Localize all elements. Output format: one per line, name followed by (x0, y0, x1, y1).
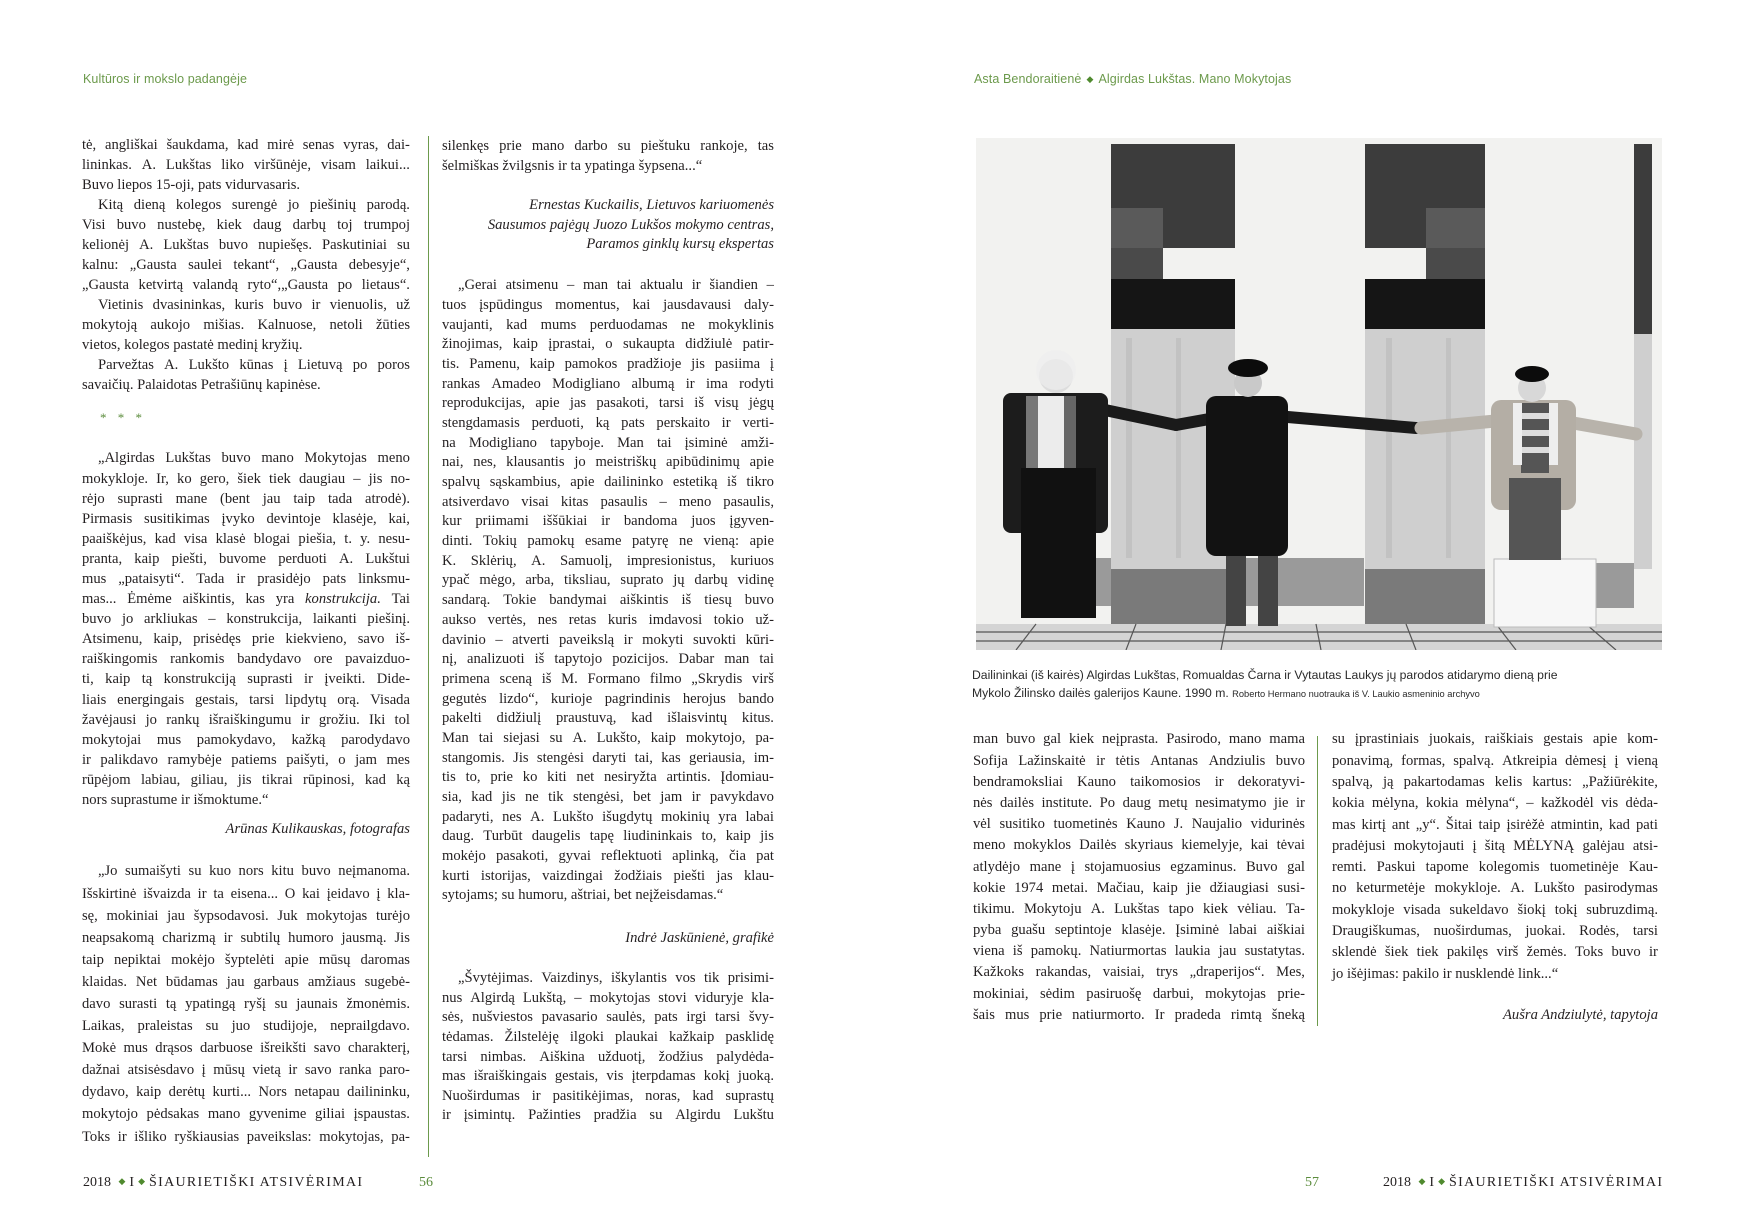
photo-credit: Roberto Hermano nuotrauka iš V. Laukio asmeninio archyvo (1232, 689, 1480, 699)
text-line: dydavo, kaip derėtų kurti... Nors netapau dailininku, (82, 1084, 410, 1101)
asterism-icon: * * * (100, 410, 146, 425)
paragraph (442, 136, 774, 177)
text-line: Buvo liepos 15-oji, pats vidurvasaris. (82, 177, 301, 193)
paragraph (1332, 729, 1658, 985)
text-line: „Algirdas Lukštas buvo mano Mokytojas meno (98, 450, 410, 467)
footer-left (83, 1175, 363, 1191)
text-line: na Modigliano tapyboje. Man tai įsiminė amži- (442, 434, 774, 451)
text-line: šais mus prie natiurmorto. Ir pradeda rimtą šneką (973, 1006, 1305, 1023)
text-line: dinti. Tokių pamokų esame patyrę ne vieną: apie (442, 533, 774, 550)
text-line: žinojimas, kaip įprastai, o sukaupta didžiulė patir- (442, 336, 774, 353)
text-line: stangomis. Jis stengėsi daryti tai, kas geriausia, im- (442, 749, 774, 766)
text-line: buvo jo arkliukas – konstrukcija, laikanti piešinį. (82, 611, 410, 628)
text-line: Paramos ginklų kursų ekspertas (586, 236, 774, 253)
text-line: nus Algirdą Lukštą, – mokytojas stovi viduryje kla- (442, 989, 774, 1006)
page-number-left: 56 (419, 1175, 433, 1190)
text-line: tėdamas. Žilstelėję ilgoki plaukai kažkaip pasklidę (442, 1028, 774, 1045)
text-line: Pirmasis susitikimas įvyko devintoje klasėje, kai, (82, 510, 410, 527)
text-line: Arūnas Kulikauskas, fotografas (225, 821, 410, 837)
section-title: Kultūros ir mokslo padangėje (83, 72, 247, 86)
text-line: sklendė šiek tiek pakilęs virš žemės. Toks buvo ir (1332, 944, 1658, 961)
text-line: spalvų sąskambius, apie dailininko estetiką iš tikro (442, 474, 774, 491)
text-line: meno mokyklos Dailės skyriaus kiemelyje, kai tėvai (973, 837, 1305, 854)
diamond-separator-icon: ◆ (1086, 74, 1094, 84)
text-line: ir įsimintų. Pažinties pradžia su Algirdu Lukštu (442, 1107, 774, 1124)
text-line: pradėjusi mokytojauti į šitą MĖLYNĄ galėjau atsi- (1332, 837, 1658, 854)
text-line: aukso vertės, nes retas kuris imdavosi tokio už- (442, 611, 774, 628)
text-line: atsiverdavo visai kitas pasaulis – meno pasaulis, (442, 493, 774, 510)
text-line: liais energingais gestais, tarsi lipdytų orą. Visada (82, 691, 410, 708)
text-line: neapsakomą charizmą ir subtilų humoro jausmą. Jis (82, 929, 410, 946)
text-line: Vietinis dvasininkas, kuris buvo ir vienuolis, už (98, 297, 410, 313)
paragraph (82, 860, 410, 1147)
text-line: Toks ir išliko ryškiausias paveikslas: mokytojas, pa- (82, 1128, 410, 1145)
text-line: bendramoksliai Kauno taikomosios ir dekoratyvi- (973, 773, 1305, 790)
text-line: mokėjo pasakoti, gyvai reflektuoti aplinką, čia pat (442, 848, 774, 865)
text-line: Visi buvo nustebę, kiek daug darbų toj trumpoj (82, 217, 410, 233)
text-line: Atsimenu, kaip, prisėdęs prie kiekvieno, savo iš- (82, 631, 410, 648)
text-line: viena iš pamokų. Natiurmortas laukia jau sustatytas. (973, 943, 1305, 960)
text-line: kurti istorijas, vaizdingai žodžiais piešti jas klau- (442, 867, 774, 884)
text-line: kokie 1974 metai. Mačiau, kaip jie džiaugiasi susi- (973, 879, 1305, 896)
text-line: raiškingomis rankomis bandydavo ore pavaizduo- (82, 651, 410, 668)
paragraph (82, 195, 410, 295)
text-line: paaiškėjus, kad visa klasė blogai piešia, t. y. nesu- (82, 530, 410, 547)
journal-title: ŠIAURIETIŠKI ATSIVĖRIMAI (1449, 1175, 1664, 1190)
text-line: žavėjausi jo rankų išraiškingumu ir grožiu. Iki tol (82, 711, 410, 728)
text-line: sę, mokiniai jau šypsodavosi. Juk mokytojas turėjo (82, 907, 410, 924)
text-line: dažnai atsisėsdavo į mūsų vietą ir savo ranka paro- (82, 1062, 410, 1079)
text-line: Mokė mus drąsos darbuose išreikšti savo charakterį, (82, 1040, 410, 1057)
section-separator (82, 408, 410, 428)
text-line: mokiniai, sėdim pasiruošę darbui, mokytojas prie- (973, 985, 1305, 1002)
text-line: tis to, prie ko kiti net nesiryžta artintis. Įdomiau- (442, 769, 774, 786)
text-line: reprodukcijas, apie jas pasakoti, tarsi iš visų jėgų (442, 395, 774, 412)
text-line: mas... Ėmėme aiškintis, kas yra konstrukcija. Tai (82, 591, 410, 608)
column-divider (1317, 736, 1318, 1026)
bullet-icon: ◆ (1418, 1176, 1426, 1186)
text-line: pranta, kaip piešti, buvome perduoti A. Lukštui (82, 550, 410, 567)
text-line: rūpėjom labiau, giliau, jis tikrai rūpinosi, kad ką (82, 771, 410, 788)
journal-title: ŠIAURIETIŠKI ATSIVĖRIMAI (149, 1175, 364, 1190)
text-line: nai, nes, klausantis jo meistriškų apibūdinimų apie (442, 454, 774, 471)
paragraph (442, 969, 774, 1126)
text-line: lininkas. A. Lukštas liko viršūnėje, visam laikui... (82, 157, 410, 173)
page-number-right: 57 (1305, 1175, 1319, 1190)
text-line: mus „pataisyti“. Tada ir prasidėjo pats linksmu- (82, 571, 410, 587)
bullet-icon: ◆ (118, 1176, 126, 1186)
caption-text: Mykolo Žilinsko dailės galerijos Kaune. 1990 m. (972, 686, 1229, 700)
paragraph (442, 276, 774, 906)
photo-three-artists (976, 138, 1662, 650)
text-line: nį, analizuoti iš tapytojo pozicijos. Dabar man tai (442, 651, 774, 668)
text-line: tarsi nimbas. Aiškina užduotį, žodžius palydėda- (442, 1048, 774, 1065)
text-line: taip nepiktai mokėjo šyptelėti apie mūsų daromas (82, 951, 410, 968)
text-line: mokytojai mus pamokydavo, kažką parodydavo (82, 731, 410, 748)
footer-year: 2018 (83, 1175, 111, 1190)
text-line: Laikas, praleistas su juo studijoje, neprailgdavo. (82, 1018, 410, 1035)
text-line: pakelti didžiulį praustuvą, kad išlaisvintų kitus. (442, 710, 774, 727)
text-line: nors suprastume ir išmoktume.“ (82, 792, 269, 809)
bullet-icon: ◆ (1438, 1176, 1446, 1186)
text-line: spalvą, ją pakartodamas kelis kartus: „Pažiūrėkite, (1332, 773, 1658, 790)
caption-line (972, 684, 1672, 703)
text-line: ir palikdavo ramybėje patiems paišyti, o jam mes (82, 751, 410, 768)
text-line: atlydėjo mane į stojamuosius egzaminus. Buvo gal (973, 858, 1305, 875)
text-line: mas išraiškingais gestais, vis įterpdamas kokį juoką. (442, 1068, 774, 1085)
text-line: sės, nušviestos pavasario saulės, pats irgi tarsi švy- (442, 1009, 774, 1026)
text-line: kalnu: „Gausta saulei tekant“, „Gausta debesyje“, (82, 257, 410, 273)
text-line: Aušra Andziulytė, tapytoja (1503, 1006, 1658, 1023)
text-line: pyba guašu septintoje klasėje. Įsiminė labai aiškiai (973, 922, 1305, 939)
text-line: vėl susitiko tuometinės Kauno J. Naujalio vidurinės (973, 816, 1305, 833)
text-line: „Švytėjimas. Vaizdinys, iškylantis vos tik prisimi- (458, 970, 774, 987)
text-line: šelmiškas žvilgsnis ir ta ypatinga šypsena...“ (442, 158, 703, 175)
text-line: remti. Paskui tapome kolegomis tuometinėje Kau- (1332, 859, 1658, 876)
text-line: no keturmetėje mokykloje. A. Lukšto pasirodymas (1332, 880, 1658, 897)
author-signature (1332, 1005, 1658, 1026)
text-line: Kitą dieną kolegos surengė jo piešinių parodą. (98, 197, 410, 213)
text-line: rankas Amadeo Modigliano albumą ir ima rodyti (442, 375, 774, 392)
text-line: davo surasti tą ypatingą ryšį su jaunais žmonėmis. (82, 996, 410, 1012)
text-line: Draugiškumas, nuoširdumas, juokai. Rodės, tarsi (1332, 923, 1658, 940)
text-line: Sausumos pajėgų Juozo Lukšos mokymo centras, (487, 216, 774, 233)
text-line: ypač mėgo, arba, tiksliau, suprato jų darbų vidinę (442, 572, 774, 589)
text-line: Ernestas Kuckailis, Lietuvos kariuomenės (529, 197, 774, 214)
text-line: kokia mėlyna, kokia mėlyna“, – kažkodėl vis dėda- (1332, 795, 1658, 812)
text-line: davinio – atverti paveikslą ir mokyti suvokti kūri- (442, 631, 774, 648)
text-line: sytojams; su humoru, aštriai, bet neįžeisdamas.“ (442, 887, 724, 904)
text-line: mokykloje visada sukeldavo šiokį tokį subruzdimą. (1332, 901, 1658, 918)
text-line: sandarą. Tokie bandymai aiškintis iš tiesų buvo (442, 592, 774, 609)
text-line: ponavimą, formas, spalvą. Atkreipia dėmesį į vieną (1332, 752, 1658, 769)
paragraph (82, 135, 410, 195)
text-line: „Gausta ketvirtą valandą ryto“,„Gausta po lietaus“. (82, 277, 410, 293)
paragraph (82, 448, 410, 810)
text-line: mas kirtį ant „y“. Šitai taip įsirėžė atmintin, kad pati (1332, 816, 1658, 833)
footer-year: 2018 (1383, 1175, 1411, 1190)
running-head-left (83, 72, 247, 86)
text-line: Indrė Jaskūnienė, grafikė (625, 930, 774, 946)
column-divider (428, 136, 429, 1157)
text-line: kelionėj A. Lukštas buvo nupiešęs. Paskutiniai su (82, 237, 410, 253)
text-line: stengdamasis perduoti, ką pats perskaito ir verti- (442, 414, 774, 431)
text-line: su įprastiniais juokais, raiškiais gestais apie kom- (1332, 731, 1658, 748)
author-signature (442, 196, 774, 255)
text-line: ti, kaip tą konstrukciją suprasti ir įveikti. Dide- (82, 671, 410, 688)
author-signature (82, 819, 410, 839)
text-line: Išskirtinė išvaizda ir ta eisena... O kai įeidavo į kla- (82, 885, 410, 902)
text-line: silenkęs prie mano darbo su pieštuku rankoje, tas (442, 137, 774, 154)
text-line: jo išėjimas: pakilo ir nusklendė link...“ (1332, 965, 1559, 982)
text-line: vietos, kolegos pastatė medinį kryžių. (82, 337, 303, 353)
caption-line: Dailininkai (iš kairės) Algirdas Lukštas, Romualdas Čarna ir Vytautas Laukys jų parodos atidarymo dieną prie (972, 668, 1558, 682)
paragraph (82, 355, 410, 395)
running-head-right (974, 72, 1291, 86)
author-signature (442, 928, 774, 948)
text-line: sia, kad jis ne tik stengėsi, bet jam ir pavykdavo (442, 789, 774, 806)
text-line: padaryti, nes A. Lukšto išugdytų mokinių yra labai (442, 808, 774, 825)
text-line: vaujanti, kad mums perduodamas ne mokyklinis (442, 316, 774, 333)
text-line: tė, angliškai šaukdama, kad mirė senas vyras, dai- (82, 137, 410, 153)
text-line: mokytojo pėdsakas mano gyvenime giliai įspaustas. (82, 1106, 410, 1123)
text-line: K. Sklėrių, A. Samuolį, impresionistus, kuriuos (442, 552, 774, 569)
text-line: tuos įspūdingus momentus, kai jausdavausi daly- (442, 296, 774, 313)
footer-volume: I (1429, 1175, 1435, 1190)
text-line: tis. Pamenu, kaip pamokos pradžioje jis pasiima į (442, 355, 774, 372)
text-line: primena sceną iš M. Formano filmo „Skrydis virš (442, 670, 774, 687)
text-line: klaidas. Net būdamas jau garbaus amžiaus sugebė- (82, 973, 410, 990)
paragraph (973, 729, 1305, 1026)
text-line: mokytoją aukojo mišias. Kalnuose, netoli žūties (82, 317, 410, 333)
text-line: tikimu. Mokytoju A. Lukštas tapo kiek vėliau. Ta- (973, 900, 1305, 917)
text-line: gegutės lizdo“, kurioje pagrindinis herojus bando (442, 690, 774, 707)
photo-image (976, 138, 1662, 650)
photo-caption (972, 666, 1672, 703)
text-line: man buvo gal kiek neįprasta. Pasirodo, mano mama (973, 731, 1305, 748)
article-title: Algirdas Lukštas. Mano Mokytojas (1098, 72, 1292, 86)
text-line: savaičių. Palaidotas Petrašiūnų kapinėse. (82, 377, 321, 393)
text-line: Kažkoks rakandas, vaisiai, trys „draperijos“. Mes, (973, 964, 1305, 981)
text-line: rėjo suprasti mane (bent jau taip tada atrodė). (82, 490, 410, 507)
paragraph (82, 295, 410, 355)
footer-right (1383, 1175, 1663, 1191)
text-line: Man tai siejasi su A. Lukšto, kaip mokytojo, pa- (442, 729, 774, 746)
text-line: mokykloje. Ir, ko gero, šiek tiek daugiau – jis no- (82, 470, 410, 487)
text-line: „Jo sumaišyti su kuo nors kitu buvo neįmanoma. (98, 863, 410, 880)
article-author: Asta Bendoraitienė (974, 72, 1082, 86)
text-line: daug. Turbūt daugelis tapę liudininkais to, kaip jis (442, 828, 774, 845)
footer-volume: I (129, 1175, 135, 1190)
text-line: „Gerai atsimenu – man tai aktualu ir šiandien – (458, 277, 774, 294)
text-line: Sofija Lažinskaitė ir tėtis Antanas Andziulis buvo (973, 752, 1305, 769)
text-line: nės dailės institute. Po daug metų nesimatymo jie ir (973, 794, 1305, 811)
text-line: Parvežtas A. Lukšto kūnas į Lietuvą po poros (98, 357, 410, 373)
bullet-icon: ◆ (138, 1176, 146, 1186)
text-line: Nuoširdumas ir pasitikėjimas, noras, kad suprastų (442, 1087, 774, 1104)
text-line: kur priimami iššūkiai ir bandoma juos įgyven- (442, 513, 774, 530)
